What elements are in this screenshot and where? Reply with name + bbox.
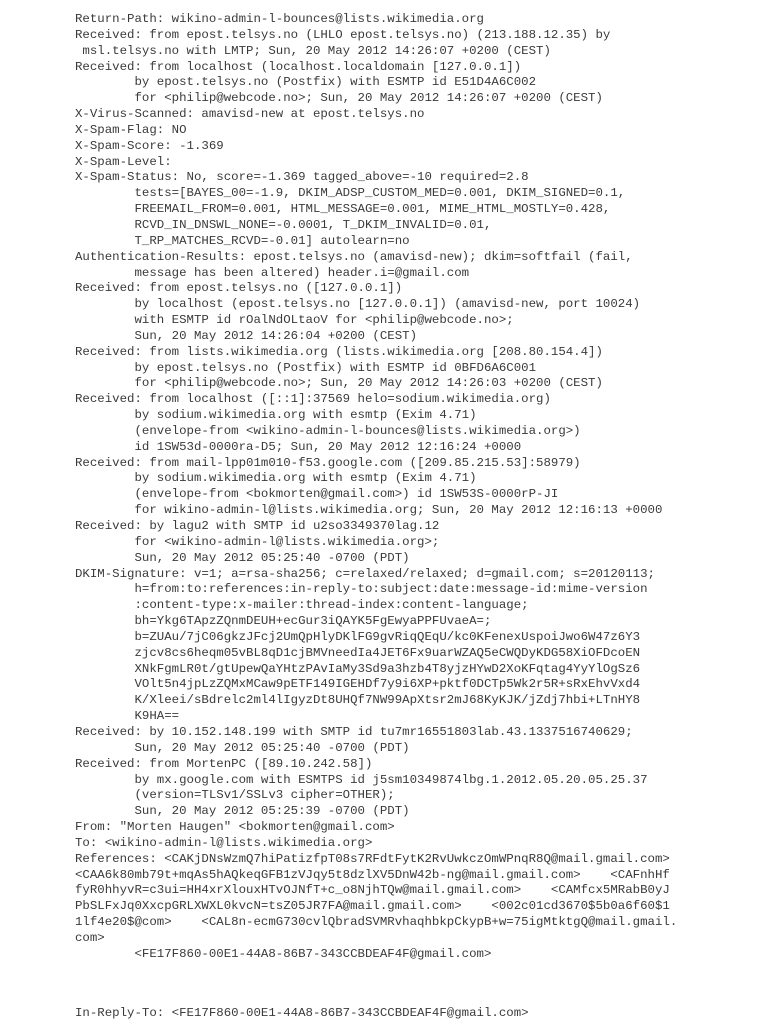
header-line: by epost.telsys.no (Postfix) with ESMTP id E51D4A6C002 [75,75,537,90]
header-line: Received: by 10.152.148.199 with SMTP id tu7mr16551803lab.43.1337516740629; [75,724,633,739]
header-line: Received: from MortenPC ([89.10.242.58]) [75,756,373,771]
header-line: K9HA== [75,709,180,724]
header-line: From: "Morten Haugen" <bokmorten@gmail.com> [75,820,395,835]
header-line: Received: from mail-lpp01m010-f53.google.com ([209.85.215.53]:58979) [75,455,581,470]
header-line: Received: from epost.telsys.no ([127.0.0.1]) [75,281,403,296]
header-line: Sun, 20 May 2012 05:25:40 -0700 (PDT) [75,740,410,755]
header-line: (version=TLSv1/SSLv3 cipher=OTHER); [75,788,395,803]
header-line: fyR0hhyvR=c3ui=HH4xrXlouxHTvOJNfT+c_o8NjhTQw@mail.gmail.com> <CAMfcx5MRabB0yJ [75,883,670,898]
header-line: for <philip@webcode.no>; Sun, 20 May 2012 14:26:03 +0200 (CEST) [75,376,603,391]
header-line: X-Virus-Scanned: amavisd-new at epost.telsys.no [75,107,425,122]
header-line: X-Spam-Score: -1.369 [75,138,224,153]
header-line: by sodium.wikimedia.org with esmtp (Exim 4.71) [75,408,477,423]
header-line: for wikino-admin-l@lists.wikimedia.org; Sun, 20 May 2012 12:16:13 +0000 [75,503,663,518]
header-line: X-Spam-Flag: NO [75,122,187,137]
header-line: for <wikino-admin-l@lists.wikimedia.org>; [75,534,440,549]
header-line: Received: by lagu2 with SMTP id u2so3349370lag.12 [75,519,440,533]
header-line: PbSLFxJq0XxcpGRLXWXL0kvcN=tsZ05JR7FA@mail.gmail.com> <002c01cd3670$5b0a6f60$1 [75,899,670,914]
header-line: h=from:to:references:in-reply-to:subject:date:message-id:mime-version [75,582,648,597]
header-line: X-Spam-Status: No, score=-1.369 tagged_above=-10 required=2.8 [75,170,529,185]
header-line: XNkFgmLR0t/gtUpewQaYHtzPAvIaMy3Sd9a3hzb4T8yjzHYwD2XoKFqtag4YyYlOgSz6 [75,661,641,676]
header-line: To: <wikino-admin-l@lists.wikimedia.org> [75,835,373,850]
header-line: FREEMAIL_FROM=0.001, HTML_MESSAGE=0.001, MIME_HTML_MOSTLY=0.428, [75,202,611,217]
header-line: id 1SW53d-0000ra-D5; Sun, 20 May 2012 12:16:24 +0000 [75,439,522,454]
header-line: by epost.telsys.no (Postfix) with ESMTP id 0BFD6A6C001 [75,360,537,375]
header-line: :content-type:x-mailer:thread-index:content-language; [75,598,529,613]
header-line: (envelope-from <wikino-admin-l-bounces@lists.wikimedia.org>) [75,423,581,438]
header-line: message has been altered) header.i=@gmail.com [75,265,470,280]
header-line: by localhost (epost.telsys.no [127.0.0.1]) (amavisd-new, port 10024) [75,297,641,312]
header-line: by sodium.wikimedia.org with esmtp (Exim 4.71) [75,471,477,486]
header-line: Return-Path: wikino-admin-l-bounces@lists.wikimedia.org [75,12,484,26]
header-line: for <philip@webcode.no>; Sun, 20 May 2012 14:26:07 +0200 (CEST) [75,91,603,106]
header-line: Received: from epost.telsys.no (LHLO epost.telsys.no) (213.188.12.35) by [75,27,611,42]
header-line: K/Xleei/sBdrelc2ml4lIgyzDt8UHQf7NW99ApXtsr2mJ68KyKJK/jZdj7hbi+LTnHY8 [75,693,641,708]
header-line: Sun, 20 May 2012 14:26:04 +0200 (CEST) [75,328,418,343]
header-line: Received: from localhost (localhost.localdomain [127.0.0.1]) [75,59,522,74]
header-line: VOlt5n4jpLzZQMxMCaw9pETF149IGEHDf7y9i6XP+pktf0DCTp5Wk2r5R+sRxEhvVxd4 [75,677,641,692]
header-line: RCVD_IN_DNSWL_NONE=-0.0001, T_DKIM_INVALID=0.01, [75,217,492,232]
header-line: zjcv8cs6heqm05vBL8qD1cjBMVneedIa4JET6Fx9uarWZAQ5eCWQDyKDG58XiOFDcoEN [75,645,641,660]
header-line: Received: from localhost ([::1]:37569 helo=sodium.wikimedia.org) [75,392,551,407]
header-line: Sun, 20 May 2012 05:25:40 -0700 (PDT) [75,550,410,565]
header-line: (envelope-from <bokmorten@gmail.com>) id 1SW53S-0000rP-JI [75,487,559,502]
header-line: Received: from lists.wikimedia.org (lists.wikimedia.org [208.80.154.4]) [75,344,603,359]
header-line: by mx.google.com with ESMTPS id j5sm10349874lbg.1.2012.05.20.05.25.37 [75,772,648,787]
header-line: Sun, 20 May 2012 05:25:39 -0700 (PDT) [75,804,410,819]
header-line: DKIM-Signature: v=1; a=rsa-sha256; c=relaxed/relaxed; d=gmail.com; s=20120113; [75,566,655,581]
header-line: tests=[BAYES_00=-1.9, DKIM_ADSP_CUSTOM_MED=0.001, DKIM_SIGNED=0.1, [75,186,626,201]
header-line: msl.telsys.no with LMTP; Sun, 20 May 2012 14:26:07 +0200 (CEST) [75,43,551,58]
in-reply-to-line: In-Reply-To: <FE17F860-00E1-44A8-86B7-343CCBDEAF4F@gmail.com> [75,1006,529,1020]
header-line: <CAA6k80mb79t+mqAs5hAQkeqGFB1zVJqy5t8dzlXV5DnW42b-ng@mail.gmail.com> <CAFnhHf [75,867,670,882]
header-line: bh=Ykg6TApzZQnmDEUH+ecGur3iQAYK5FgEwyaPPFUvaeA=; [75,614,492,629]
header-line: T_RP_MATCHES_RCVD=-0.01] autolearn=no [75,233,410,248]
header-line: com> [75,930,105,945]
header-line: References: <CAKjDNsWzmQ7hiPatizfpT08s7RFdtFytK2RvUwkczOmWPnqR8Q@mail.gmail.com> [75,851,670,866]
email-raw-headers [75,12,755,963]
header-line: Authentication-Results: epost.telsys.no (amavisd-new); dkim=softfail (fail, [75,249,633,264]
header-line: X-Spam-Level: [75,154,172,169]
header-line: <FE17F860-00E1-44A8-86B7-343CCBDEAF4F@gmail.com> [75,946,492,961]
header-line: 1lf4e20$@com> <CAL8n-ecmG730cvlQbradSVMRvhaqhbkpCkypB+w=75igMtktgQ@mail.gmail. [75,915,678,930]
header-line: with ESMTP id rOalNdOLtaoV for <philip@webcode.no>; [75,313,514,328]
header-line: b=ZUAu/7jC06gkzJFcj2UmQpHlyDKlFG9gvRiqQEqU/kc0KFenexUspoiJwo6W47z6Y3 [75,629,641,644]
